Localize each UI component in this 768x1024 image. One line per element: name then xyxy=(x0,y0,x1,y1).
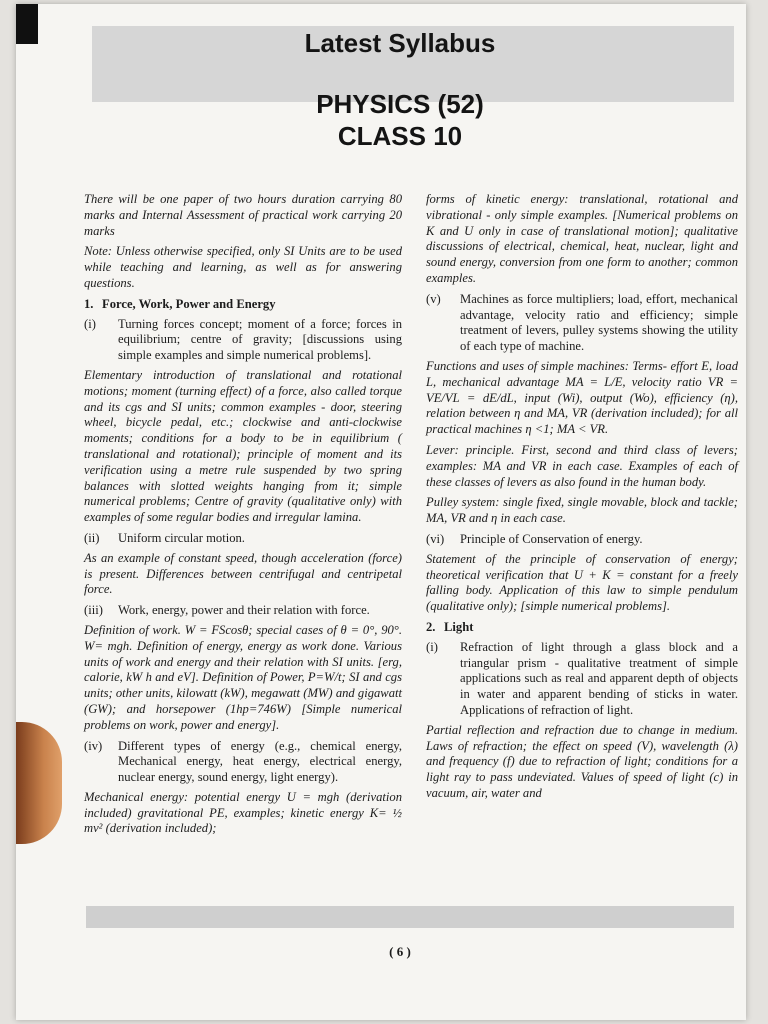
topic-text: Refraction of light through a glass block and a triangular prism - qualitative treatment of simple applications such as real and apparent depth of objects in water and apparent bending of sticks in water. Applications of refraction of light. xyxy=(460,639,738,717)
footer-band xyxy=(86,906,734,928)
section-heading xyxy=(84,297,402,313)
topic-details: Lever: principle. First, second and third class of levers; examples: MA and VR in each case. Examples of each of these classes of levers as also found in the human body. xyxy=(426,442,738,489)
subject-title: PHYSICS (52) xyxy=(316,89,484,119)
topic-item xyxy=(84,739,402,786)
topic-number: (iii) xyxy=(84,603,103,618)
topic-details: forms of kinetic energy: translational, rotational and vibrational - only simple examples. [Numerical problems on K and U only in case of translational motion]; qualitative discussions of electrical, chemical, heat, nuclear, light and sound energy, conversion from one form to another; common examples. xyxy=(426,192,738,285)
topic-item xyxy=(426,292,738,355)
topic-details: Pulley system: single fixed, single movable, block and tackle; MA, VR and η in each case. xyxy=(426,495,738,526)
topic-number: (iv) xyxy=(84,738,103,753)
topic-details: Elementary introduction of translational and rotational motions; moment (turning effect) of a force, also called torque and its cgs and SI units; common examples - door, steering wheel, bicycle pedal, etc.; clockwise and anti-clockwise moments; conditions for a body to be in equilibrium ( translational and rotational); principle of moment and its verification using a metre rule suspended by two spring balances with slotted weights hanging from it; simple numerical problems; Centre of gravity (qualitative only) with examples of some regular bodies and irregular lamina. xyxy=(84,367,402,525)
topic-number: (i) xyxy=(426,639,438,654)
topic-text: Uniform circular motion. xyxy=(118,530,245,545)
topic-details: Definition of work. W = FScosθ; special cases of θ = 0°, 90°. W= mgh. Definition of energy, energy as work done. Various units of work and energy and their relation with SI units. [erg, calorie, kW h and eV]. Definition of Power, P=W/t; SI and cgs units; other units, kilowatt (kW), megawatt (MW) and gigawatt (GW); and horsepower (1hp=746W) [Simple numerical problems on work, power and energy]. xyxy=(84,622,402,732)
section-number: 2. xyxy=(426,619,436,634)
intro-paragraph: There will be one paper of two hours duration carrying 80 marks and Internal Assessment of practical work carrying 20 marks xyxy=(84,192,402,238)
topic-number: (ii) xyxy=(84,530,100,545)
left-column xyxy=(84,192,402,842)
class-title: CLASS 10 xyxy=(337,121,463,151)
topic-number: (v) xyxy=(426,291,441,306)
topic-number: (vi) xyxy=(426,531,445,546)
right-column xyxy=(426,192,738,807)
topic-details: Statement of the principle of conservation of energy; theoretical verification that U + K = constant for a freely falling body. Application of this law to simple pendulum (qualitative only); [simple numerical problems]. xyxy=(426,551,738,614)
page-title: Latest Syllabus xyxy=(304,28,496,58)
topic-item xyxy=(84,317,402,364)
topic-text: Principle of Conservation of energy. xyxy=(460,531,643,546)
topic-text: Different types of energy (e.g., chemical energy, Mechanical energy, heat energy, electrical energy, nuclear energy, sound energy, light energy). xyxy=(118,738,402,785)
syllabus-page xyxy=(16,4,746,1020)
topic-text: Turning forces concept; moment of a force; forces in equilibrium; centre of gravity; [discussions using simple examples and simple numerical problems]. xyxy=(118,316,402,363)
topic-text: Work, energy, power and their relation with force. xyxy=(118,603,370,618)
note-paragraph: Note: Unless otherwise specified, only SI Units are to be used while teaching and learning, as well as for answering questions. xyxy=(84,244,402,290)
subject-heading xyxy=(92,88,708,152)
topic-details: As an example of constant speed, though acceleration (force) is present. Differences between centrifugal and centripetal force. xyxy=(84,550,402,597)
topic-item xyxy=(426,640,738,719)
topic-number: (i) xyxy=(84,316,96,331)
topic-item xyxy=(426,532,738,548)
page-corner-shadow xyxy=(16,4,38,44)
section-title: Force, Work, Power and Energy xyxy=(102,296,276,311)
topic-details: Mechanical energy: potential energy U = mgh (derivation included) gravitational PE, examples; kinetic energy K= ½ mv² (derivation included); xyxy=(84,789,402,836)
topic-item xyxy=(84,603,402,619)
thumb xyxy=(16,722,62,844)
section-number: 1. xyxy=(84,296,94,311)
section-title: Light xyxy=(444,619,474,634)
topic-details: Functions and uses of simple machines: Terms- effort E, load L, mechanical advantage MA = L/E, velocity ratio VR = VE/VL = dE/dL, input (Wi), output (Wo), efficiency (η), relation between η and MA, VR (derivation included); for all practical machines η <1; MA < VR. xyxy=(426,358,738,437)
section-heading xyxy=(426,620,738,636)
topic-item xyxy=(84,531,402,547)
page-number: ( 6 ) xyxy=(389,944,411,959)
topic-text: Machines as force multipliers; load, effort, mechanical advantage, velocity ratio and efficiency; simple treatment of levers, pulley systems showing the utility of each type of machine. xyxy=(460,291,738,354)
topic-details: Partial reflection and refraction due to change in medium. Laws of refraction; the effect on speed (V), wavelength (λ) and frequency (f) due to refraction of light; conditions for a light ray to pass undeviated. Values of speed of light (c) in vacuum, air, water and xyxy=(426,722,738,800)
